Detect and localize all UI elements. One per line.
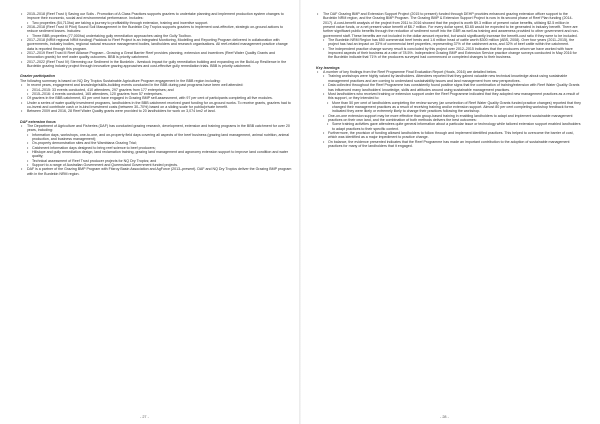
list-item: • The DAF Grazing BMP and Extension Support Project (2015 to present) funded through DEHP provides enhanced grazing extension officer support to the Burdekin NRM region, and the Grazing BMP Program. The Grazing BMP & Extension Support Project is now in its second phase of Reef Plan funding (2014-2017). A cost-benefit analysis of the project from 2011 to 2016 showed that the project is worth $9.3 million of present value benefits, utilising $2.5 million in present value funds, or a net present value benefit of $6.7 million. For every dollar spent, $3.65 would be expected to be generated in industry benefit. There are further significant public benefits through the reduction of sediment runoff into the GBR as well as training and awareness provided to other government and non-government staff. These benefits are not included in the dollar amount reported, but would significantly increase the benefit-cost ratio if they were to be included. [316,12,582,38]
list-item: • Three BBB properties (77,000ha) undertaking gully remediation approaches using the Gully Toolbox. [20,34,292,38]
list-item: • Between 2009 and 2016, 28 Reef Water Quality grants were provided to 20 landholders for work on 3,074 km2 of land. [20,109,292,113]
list-item: • Training workshops were highly valued by landholders. Attendees reported that they gained valuable new technical knowledge about using sustainable management practices and are coming to understand sustainability issues and land management from new perspectives. [316,74,582,83]
page-gutter [299,0,301,424]
left-page-number: - 27 - [140,415,149,419]
daf-heading: DAF extension focus [20,119,56,124]
list-item: • On-property demonstration sites and the Wambiana Grazing Trial; [20,141,292,145]
list-item: • Of graziers in the BBB catchment, 63 per cent have engaged in Grazing BMP self-assessment, with 97 per cent of participants completing all five modules. [20,96,292,100]
list-item: • Some training activities gave attendees quite general information about a particular issue or technology while tailored extension support enabled landholders to adapt practices to their specific context. [316,122,582,131]
list-item: • Technical assessment of Reef Trust producer projects for NQ Dry Tropics; and [20,159,292,163]
list-item: • 2016–2018 (Reef Trust III Pilot) Sound Soil Management in the Burdekin Dry Tropics supports graziers to implement cost-effective, strategic on-ground actions to reduce sediment losses. Includes: [20,25,292,34]
grazier-intro: The following summary is based on NQ Dry Tropics Sustainable Agriculture Program engagement in the BBB region including: [20,78,221,83]
project-list [316,12,582,60]
list-item: • Information days, workshops, one-to-one, and on-property field days covering all aspects of the beef business (grazing land management, animal nutrition, animal production, and business management); [20,133,292,142]
list-item: • Under a series of water quality investment programs, landholders in the BBB catchment received grant funding for on-ground works. To receive grants, graziers had to co-invest and contribute cash or in-kind investment costs (between 30–70%) based on a sliding scale for public/private benefit. [20,101,292,110]
list-item: • Data collected throughout the Reef Programme has consistently found positive signs that the combination of training/extension with Reef Water Quality Grants has influenced many landholders' knowledge, skills and attitudes around using sustainable management practices. [316,83,582,92]
learnings-heading: Key learnings [316,65,340,70]
grazier-heading: Grazier participation [20,74,55,79]
grazier-list [20,83,292,113]
list-item: • Support to a range of Australian Government and Queensland Government funded projects. [20,163,292,167]
list-item: • On balance, the evidence presented indicates that the Reef Programme has made an important contribution to the adoption of sustainable management practices for many of the landholders that it engaged. [316,140,582,149]
left-page-column [20,12,292,176]
learnings-list [316,70,582,148]
list-item: • The Burdekin NRM Region has 650 commercial beef herds and 1.6 million head of cattle worth $300 million (ABS, 2008). Over four years (2011–2015), the project has had an impact on 33% of commercial beef properties, representing 37% of the catchment area, and 32% of beef cattle within the catchment. [316,38,582,47]
list-item: • One-on-one extension support may be more effective than group-based training in enabling landholders to adapt and implement sustainable management practices on their own land, and the combination of both methods delivers the best outcomes: [316,114,582,123]
list-item: • Hillslope and gully remediation design, land reclamation training, grazing land management and agronomy extension support to improve land condition and water quality; [20,150,292,159]
list-item: • Most landholders who received training or extension support under the Reef Programme indicated that they adopted new management practices as a result of this support, or they intended to: [316,92,582,101]
list-item: • Furthermore, the provision of funding allowed landholders to follow through and implement identified practices. This helped to overcome the barrier of cost, which was identified as a major impediment to practice change. [316,131,582,140]
right-page-number: - 28 - [440,415,449,419]
list-item: • 2015–2018 (Reef Trust I) Saving our Soils - Promotion of A Class Practices supports graziers to undertake planning and implement production system changes to improve their economic, social and environmental performance. Includes: [20,12,292,21]
list-item: • 2015–2016: 4 events conducted, 165 attendees, 120 graziers from 57 enterprises. [20,92,292,96]
list-item: • In recent years, engagement and knowledge/skills-building events conducted in the BBB during past programs have been well attended: [20,83,292,87]
list-item: • The independent practice change survey result is concluded by this project over 2012–2015 indicates that the producers whom we have worked with have improved aspects of their business at a rate of 78.5%. Independent Grazing BMP and Extension Service practice change surveys conducted in May 2016 for the Burdekin indicate that 71% of the producers surveyed had commenced or completed changes to their business. [316,47,582,60]
list-item: • 2014–2015: 33 events conducted, 410 attendees, 297 graziers from 177 enterprises; and [20,88,292,92]
list-item: • A number of key findings from the Reef Programme Final Evaluation Report (Hoals, 2016) are detailed below. [316,70,582,74]
list-item: • Two properties (54,713ha) are taking a journey to profitability through extension, training and incentive support. [20,21,292,25]
list-item: • The Department of Agriculture and Fisheries (DAF) has conducted grazing research, development, extension and training programs in the BBB catchment for over 20 years, including: [20,124,292,133]
list-item: • Catchment information days designed to bring reef science to beef producers; [20,146,292,150]
programs-list [20,12,292,68]
list-item: • 2017–2018 (NRM regional NRM funding) Paddock to Reef Project is an Integrated Monitoring, Modelling and Reporting Program delivered in collaboration with governments, industry bodies, regional natural resource management bodies, landholders and research organisations. All reef-related management practice change data is reported through this program. [20,38,292,51]
list-item: • More than 50 per cent of landholders completing the review survey (an unselection of Reef Water Quality Grants funded practice changes) reported that they changed their management practices as a result of receiving training and/or extension support. Almost 80 per cent completing workshop feedback forms indicated they were likely or extremely likely to change their practices following the workshop. [316,101,582,114]
list-item: • 2017–2022 (Reef Trust IV) Stemming our Sediment in the Burdekin - livestock impact for gully remediation building and expanding on the Build-up Resilience in the Burdekin grazing industry project through innovative grazing approaches and cost-effective gully remediation trials. BBB is priority catchment. [20,60,292,69]
daf-list [20,124,292,176]
list-item: • DAF is a partner of the Grazing BMP Program with Fitzroy Basin Association and AgForce (2013–present). DAF and NQ Dry Tropics deliver the Grazing BMP program with in the Burdekin NRM region. [20,167,292,176]
right-page-column [316,12,582,148]
list-item: • 2017–2019 Reef Trust III Reef Alliance Program - Growing a Great Barrier Reef provides planning, extension and incentives (Reef Water Quality Grants and Innovation grants) for reef water quality outcomes. BBB is priority catchment. [20,51,292,60]
